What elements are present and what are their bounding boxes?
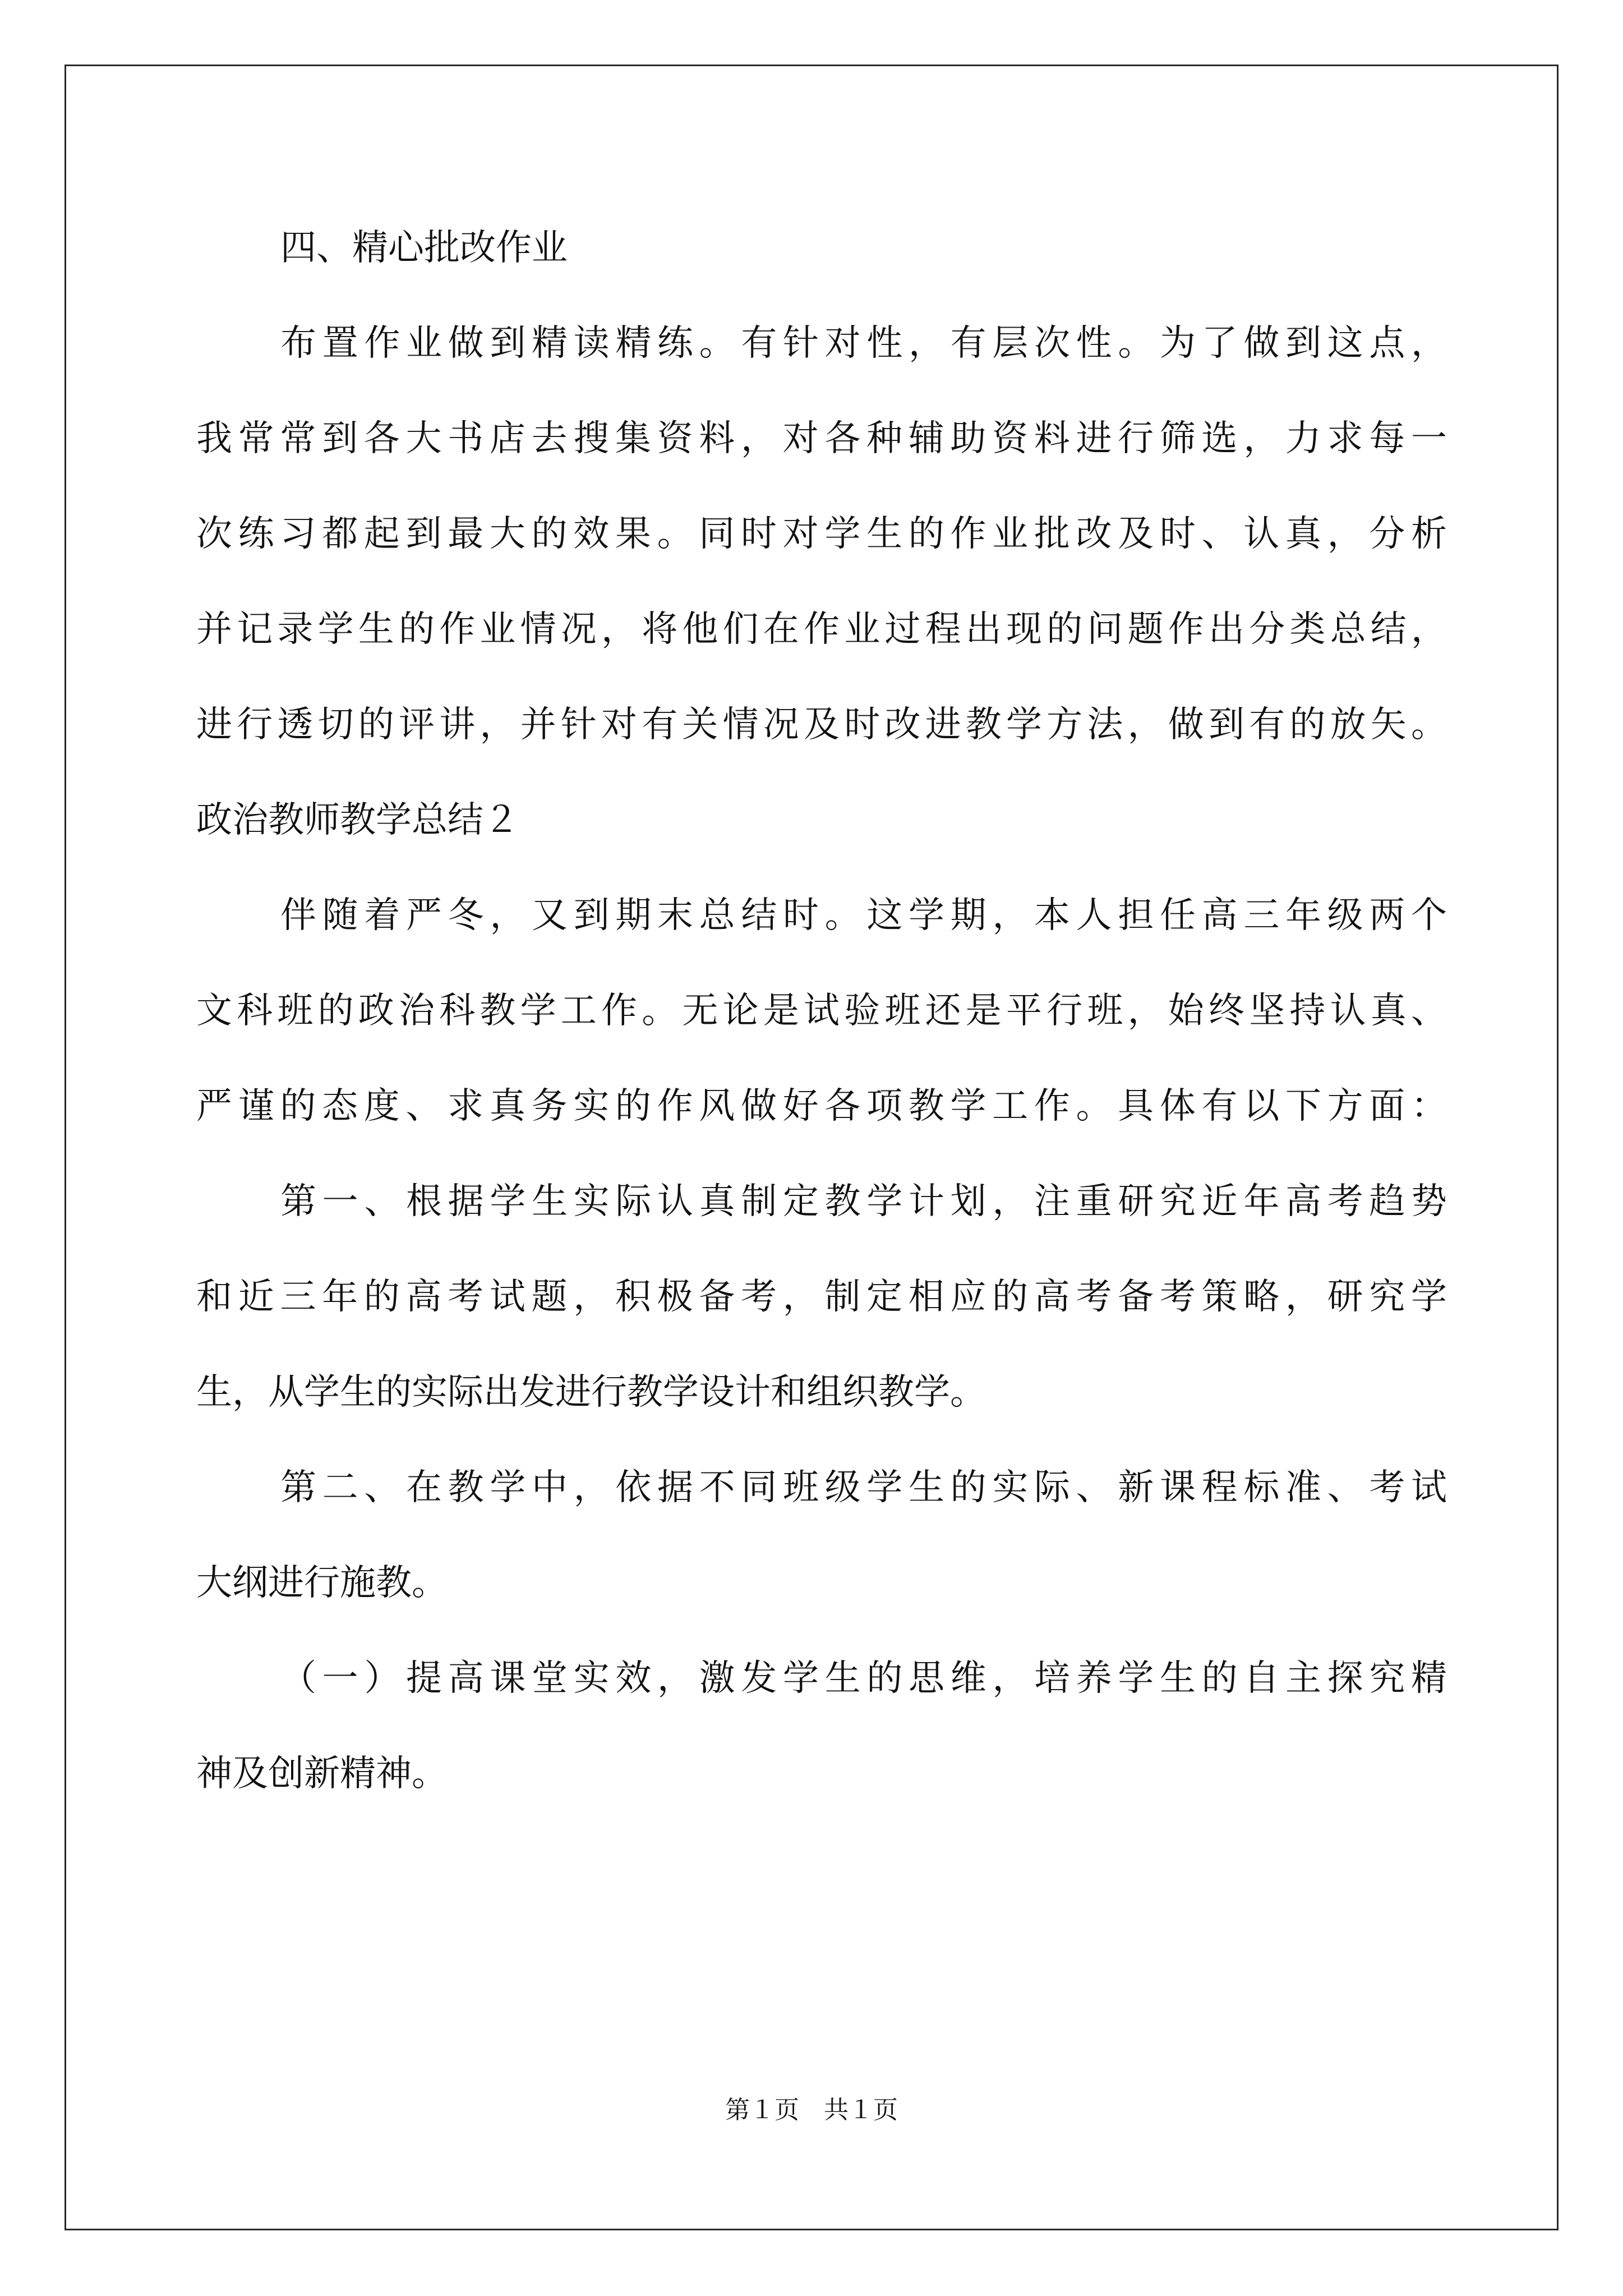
- paragraph-line: （一）提高课堂实效，激发学生的思维，培养学生的自主探究精: [280, 1658, 1447, 1699]
- paragraph-line: 布置作业做到精读精练。有针对性，有层次性。为了做到这点，: [280, 323, 1447, 364]
- paragraph-line: 并记录学生的作业情况，将他们在作业过程出现的问题作出分类总结，: [196, 609, 1447, 650]
- paragraph-line: 生，从学生的实际出发进行教学设计和组织教学。: [196, 1372, 986, 1413]
- paragraph-line: 神及创新精神。: [196, 1753, 448, 1795]
- section-heading: 四、精心批改作业: [280, 227, 568, 269]
- paragraph-line: 大纲进行施教。: [196, 1562, 448, 1604]
- page-number: 第１页: [725, 2096, 799, 2124]
- paragraph-line: 和近三年的高考试题，积极备考，制定相应的高考备考策略，研究学: [196, 1276, 1447, 1318]
- paragraph-line: 次练习都起到最大的效果。同时对学生的作业批改及时、认真，分析: [196, 513, 1447, 555]
- paragraph-line: 第二、在教学中，依据不同班级学生的实际、新课程标准、考试: [280, 1467, 1447, 1508]
- paragraph-line: 伴随着严冬，又到期末总结时。这学期，本人担任高三年级两个: [280, 895, 1447, 936]
- page-border: [64, 65, 1559, 2230]
- document-title: 政治教师教学总结２: [196, 799, 519, 841]
- paragraph-line: 严谨的态度、求真务实的作风做好各项教学工作。具体有以下方面：: [196, 1085, 1447, 1127]
- paragraph-line: 我常常到各大书店去搜集资料，对各种辅助资料进行筛选，力求每一: [196, 418, 1447, 459]
- page-total: 共１页: [824, 2096, 898, 2124]
- paragraph-line: 进行透切的评讲，并针对有关情况及时改进教学方法，做到有的放矢。: [196, 704, 1447, 746]
- paragraph-line: 文科班的政治科教学工作。无论是试验班还是平行班，始终坚持认真、: [196, 990, 1447, 1032]
- paragraph-line: 第一、根据学生实际认真制定教学计划，注重研究近年高考趋势: [280, 1181, 1447, 1222]
- page-footer: [0, 2098, 1623, 2123]
